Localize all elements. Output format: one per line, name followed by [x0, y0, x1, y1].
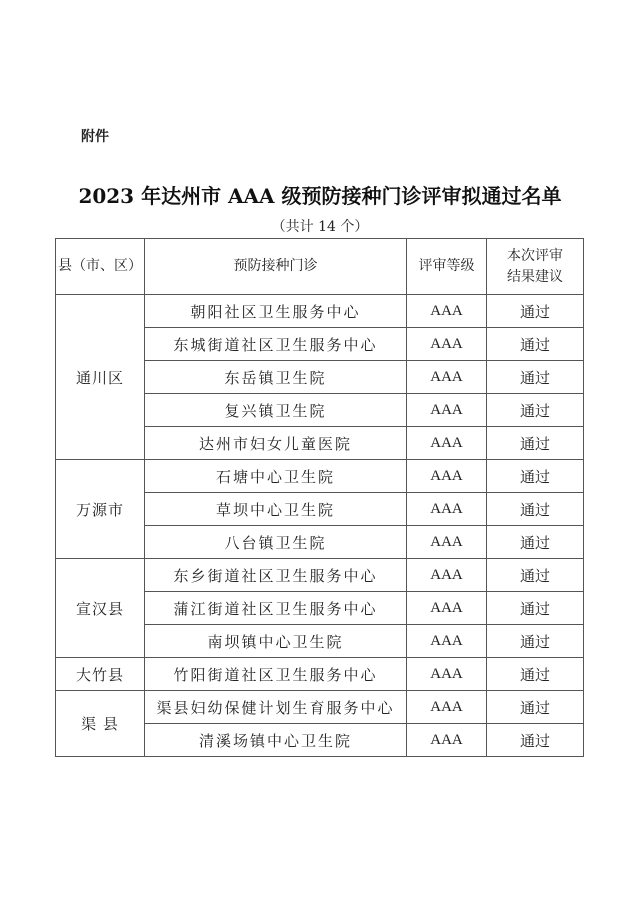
- clinic-cell: 竹阳街道社区卫生服务中心: [145, 658, 407, 691]
- header-result-line2: 结果建议: [507, 268, 563, 285]
- grade-cell: AAA: [407, 691, 487, 724]
- county-cell: 通川区: [56, 295, 145, 460]
- grade-cell: AAA: [407, 658, 487, 691]
- clinic-cell: 复兴镇卫生院: [145, 394, 407, 427]
- table-row: [56, 691, 584, 724]
- table-row: [56, 295, 584, 328]
- header-result-line1: 本次评审: [507, 247, 563, 264]
- header-county: 县（市、区）: [56, 239, 145, 295]
- clinic-cell: 东城街道社区卫生服务中心: [145, 328, 407, 361]
- county-cell: 宣汉县: [56, 559, 145, 658]
- header-row: [56, 239, 584, 295]
- result-cell: 通过: [487, 394, 584, 427]
- county-cell: 大竹县: [56, 658, 145, 691]
- header-clinic: 预防接种门诊: [145, 239, 407, 295]
- grade-cell: AAA: [407, 559, 487, 592]
- table-body: [56, 295, 584, 757]
- grade-cell: AAA: [407, 592, 487, 625]
- clinic-cell: 渠县妇幼保健计划生育服务中心: [145, 691, 407, 724]
- grade-cell: AAA: [407, 493, 487, 526]
- clinic-roster-table: [55, 238, 584, 757]
- grade-cell: AAA: [407, 460, 487, 493]
- county-cell: 渠 县: [56, 691, 145, 757]
- grade-cell: AAA: [407, 394, 487, 427]
- table-row: [56, 460, 584, 493]
- clinic-cell: 清溪场镇中心卫生院: [145, 724, 407, 757]
- result-cell: 通过: [487, 526, 584, 559]
- result-cell: 通过: [487, 328, 584, 361]
- result-cell: 通过: [487, 592, 584, 625]
- grade-cell: AAA: [407, 361, 487, 394]
- table-row: [56, 559, 584, 592]
- result-cell: 通过: [487, 724, 584, 757]
- attachment-label: 附件: [81, 129, 109, 145]
- result-cell: 通过: [487, 295, 584, 328]
- table-header: [56, 239, 584, 295]
- county-cell: 万源市: [56, 460, 145, 559]
- result-cell: 通过: [487, 493, 584, 526]
- document-title: 2023 年达州市 AAA 级预防接种门诊评审拟通过名单: [78, 184, 562, 208]
- document-subtitle: （共计 14 个）: [271, 219, 369, 235]
- clinic-cell: 朝阳社区卫生服务中心: [145, 295, 407, 328]
- header-grade: 评审等级: [407, 239, 487, 295]
- clinic-cell: 达州市妇女儿童医院: [145, 427, 407, 460]
- grade-cell: AAA: [407, 295, 487, 328]
- header-result: [487, 239, 584, 295]
- grade-cell: AAA: [407, 427, 487, 460]
- grade-cell: AAA: [407, 724, 487, 757]
- clinic-cell: 蒲江街道社区卫生服务中心: [145, 592, 407, 625]
- result-cell: 通过: [487, 427, 584, 460]
- result-cell: 通过: [487, 625, 584, 658]
- result-cell: 通过: [487, 460, 584, 493]
- grade-cell: AAA: [407, 328, 487, 361]
- clinic-cell: 东岳镇卫生院: [145, 361, 407, 394]
- result-cell: 通过: [487, 361, 584, 394]
- result-cell: 通过: [487, 559, 584, 592]
- clinic-cell: 草坝中心卫生院: [145, 493, 407, 526]
- clinic-cell: 南坝镇中心卫生院: [145, 625, 407, 658]
- result-cell: 通过: [487, 691, 584, 724]
- clinic-cell: 石塘中心卫生院: [145, 460, 407, 493]
- table-row: [56, 658, 584, 691]
- grade-cell: AAA: [407, 526, 487, 559]
- grade-cell: AAA: [407, 625, 487, 658]
- clinic-cell: 八台镇卫生院: [145, 526, 407, 559]
- result-cell: 通过: [487, 658, 584, 691]
- clinic-cell: 东乡街道社区卫生服务中心: [145, 559, 407, 592]
